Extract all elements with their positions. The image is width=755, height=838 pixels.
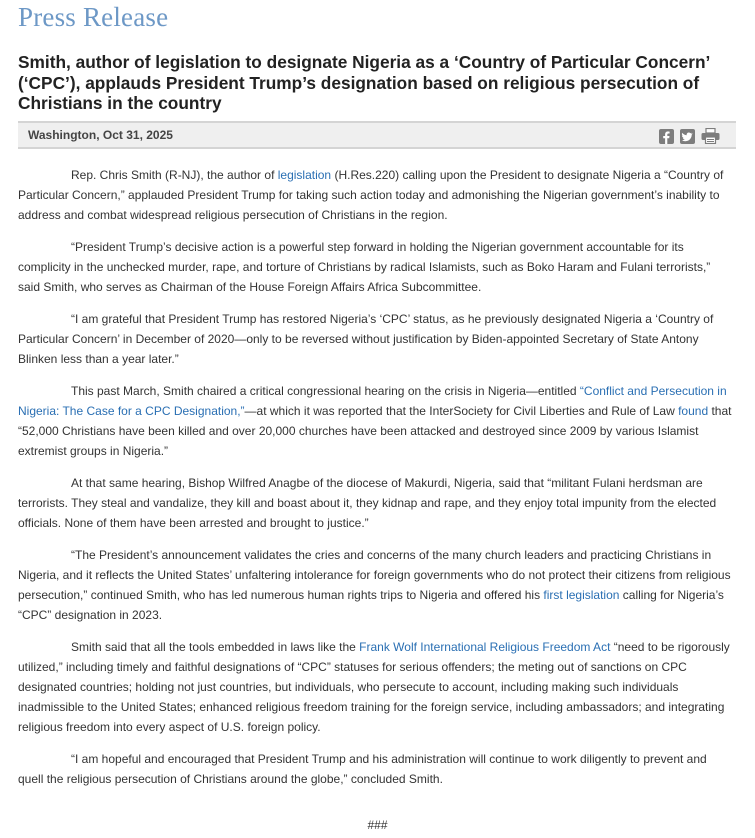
paragraph: This past March, Smith chaired a critical congressional hearing on the crisis in Nigeria—entitled “Conflict and Persecution in Nigeria: The Case for a CPC Designation,”—at which it was reported that the InterSociety for Civil Liberties and Rule of Law found that “52,000 Christians have been killed and over 20,000 churches have been attacked and destroyed since 2009 by various Islamist extremist groups in Nigeria.” — [18, 384, 732, 458]
share-toolbar — [659, 128, 720, 149]
twitter-icon[interactable] — [680, 129, 695, 149]
print-icon[interactable] — [701, 128, 720, 149]
paragraph: “The President’s announcement validates the cries and concerns of the many church leaders and practicing Christians in Nigeria, and it reflects the United States’ unfaltering intolerance for foreign governments who do not protect their citizens from religious persecution,” continued Smith, who has led numerous human rights trips to Nigeria and offered his first legislation calling for Nigeria’s “CPC” designation in 2023. — [18, 548, 731, 622]
section-kicker: Press Release — [18, 2, 169, 32]
article-body — [18, 165, 734, 801]
legislation-link[interactable]: legislation — [277, 168, 332, 182]
paragraph: At that same hearing, Bishop Wilfred Anagbe of the diocese of Makurdi, Nigeria, said that “militant Fulani herdsman are terrorists. They steal and vandalize, they kill and boast about it, they kidnap and rape, and they enjoy total impunity from the elected officials. None of them have been arrested and brought to justice.” — [18, 476, 717, 530]
dateline: Washington, Oct 31, 2025 — [28, 128, 173, 142]
paragraph: Rep. Chris Smith (R-NJ), the author of legislation (H.Res.220) calling upon the President to designate Nigeria a “Country of Particular Concern,” applauded President Trump for taking such action today and admonishing the Nigerian government’s inability to address and combat widespread religious persecution of Christians in the region. — [18, 168, 724, 222]
paragraph: Smith said that all the tools embedded in laws like the Frank Wolf International Religious Freedom Act “need to be rigorously utilized,” including timely and faithful designations of “CPC” statuses for serious offenders; the meting out of sanctions on CPC designated countries; holding not just countries, but individuals, who persecute to account, including making such individuals inadmissible to the United States; enhanced religious freedom training for the foreign service, including ambassadors; and integrating religious freedom into every aspect of U.S. foreign policy. — [18, 640, 730, 734]
paragraph: “I am hopeful and encouraged that President Trump and his administration will continue to work diligently to prevent and quell the religious persecution of Christians around the globe,” concluded Smith. — [18, 752, 707, 786]
found-link[interactable]: found — [678, 404, 709, 418]
dateline-bar — [18, 121, 736, 149]
first-legislation-link[interactable]: first legislation — [543, 588, 620, 602]
paragraph: “I am grateful that President Trump has restored Nigeria’s ‘CPC’ status, as he previously designated Nigeria a ‘Country of Particular Concern’ in December of 2020—only to be reversed without justification by Biden-appointed Secretary of State Antony Blinken less than a year later.” — [18, 312, 714, 366]
hearing-link[interactable]: “Conflict and Persecution in Nigeria: The Case for a CPC Designation,” — [18, 384, 727, 418]
headline: Smith, author of legislation to designate Nigeria as a ‘Country of Particular Concern’ (‘CPC’), applauds President Trump’s designation based on religious persecution of Christians in the country — [18, 52, 710, 113]
irfa-link[interactable]: Frank Wolf International Religious Freedom Act — [359, 640, 611, 654]
paragraph: “President Trump’s decisive action is a powerful step forward in holding the Nigerian government accountable for its complicity in the unchecked murder, rape, and torture of Christians by radical Islamists, such as Boko Haram and Fulani terrorists,” said Smith, who serves as Chairman of the House Foreign Affairs Africa Subcommittee. — [18, 240, 711, 294]
end-mark: ### — [367, 818, 388, 832]
facebook-icon[interactable] — [659, 129, 674, 149]
